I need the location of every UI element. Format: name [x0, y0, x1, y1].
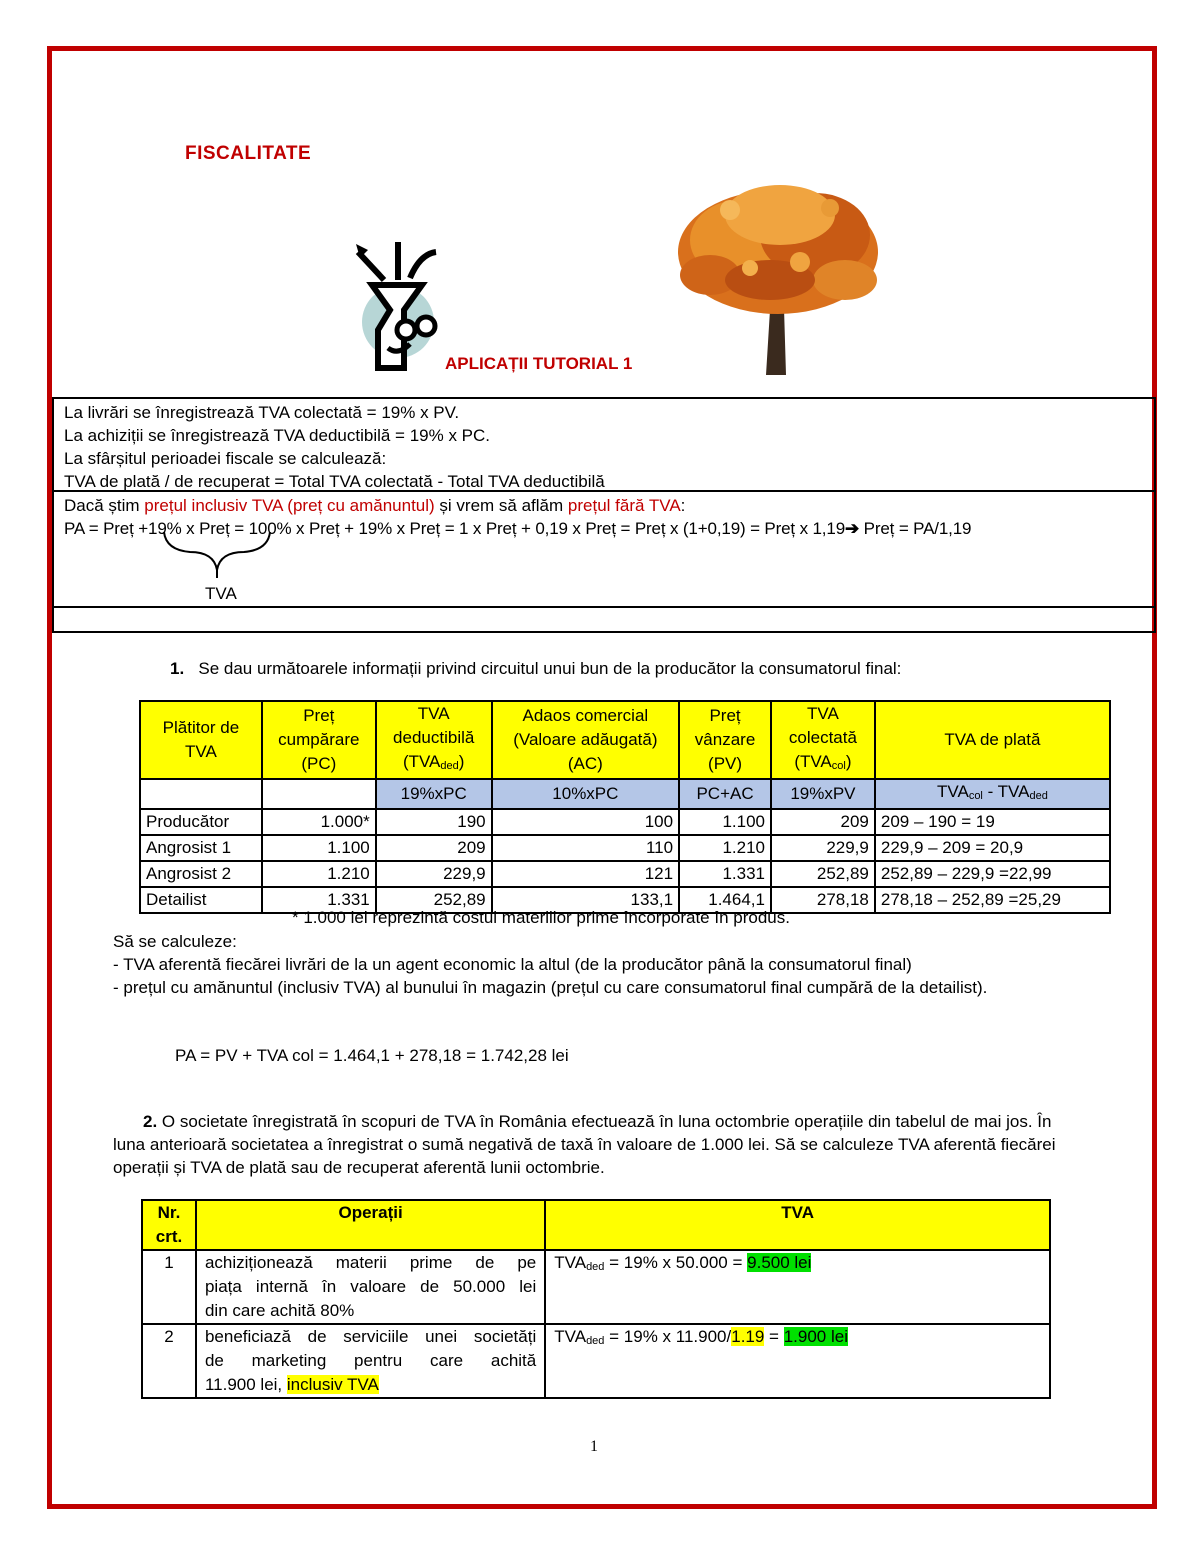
- requirements: [113, 930, 1048, 999]
- table-cell: 252,89 – 229,9 =22,99: [875, 861, 1110, 887]
- column-header: TVA de plată: [875, 701, 1110, 779]
- highlight-text: 1.19: [731, 1327, 765, 1346]
- table-cell: 209 – 190 = 19: [875, 809, 1110, 835]
- text: O societate înregistrată în scopuri de TVA în România efectuează în luna octombrie operațiile din tabelul de mai jos. În luna anterioară societatea a înregistrat o sumă negativă de taxă în valoare de 1.000 lei. Să se calculeze TVA aferentă fiecărei operații și TVA de plată sau de recuperat aferentă lunii octombrie.: [113, 1112, 1056, 1177]
- text: 11.900 lei,: [204, 1375, 287, 1394]
- vat-cell: [545, 1324, 1050, 1398]
- table-cell: 190: [376, 809, 492, 835]
- table-row: [140, 835, 1110, 861]
- autumn-tree-illustration: [670, 180, 885, 375]
- table-cell: 121: [492, 861, 679, 887]
- text: Dacă știm: [64, 496, 145, 515]
- vat-chain-table: [139, 700, 1111, 914]
- column-header: Plătitor de TVA: [140, 701, 262, 779]
- text: Preț = PA/1,19: [859, 519, 972, 538]
- rule-line: La achiziții se înregistrează TVA deductibilă = 19% x PC.: [64, 426, 491, 445]
- operation-cell: [196, 1324, 545, 1398]
- formula-cell: 19%xPC: [376, 779, 492, 809]
- text: PA = Preț +19% x Preț = 100% x Preț + 19% x Preț = 1 x Preț + 0,19 x Preț = Preț x (1+0,19) = Preț x 1,19: [64, 519, 845, 538]
- column-header: Nr. crt.: [142, 1200, 196, 1250]
- table-cell: 100: [492, 809, 679, 835]
- table-cell: Angrosist 1: [140, 835, 262, 861]
- text: TVA colectată (TVA: [788, 704, 857, 771]
- rule-line: La sfârșitul perioadei fiscale se calculează:: [64, 449, 387, 468]
- formula-row: [140, 779, 1110, 809]
- table-cell: 252,89: [376, 887, 492, 913]
- exercise-number: 2.: [143, 1112, 158, 1131]
- table-cell: 1.331: [679, 861, 771, 887]
- formula-cell: [875, 779, 1110, 809]
- table-row: [140, 809, 1110, 835]
- formula-cell: 10%xPC: [492, 779, 679, 809]
- table-cell: 252,89: [771, 861, 875, 887]
- table-footnote: * 1.000 lei reprezintă costul materiilor prime încorporate în produs.: [292, 908, 790, 927]
- text-line: piața internă în valoare de 50.000 lei: [204, 1277, 537, 1296]
- operation-cell: [196, 1250, 545, 1324]
- text: TVA: [554, 1253, 587, 1272]
- empty-box: [52, 606, 1156, 633]
- table-cell: 1.100: [262, 835, 376, 861]
- exercise-1-statement: [170, 657, 901, 680]
- table-cell: 133,1: [492, 887, 679, 913]
- operations-table: [141, 1199, 1051, 1399]
- row-number: 1: [142, 1250, 196, 1324]
- table-cell: 209: [771, 809, 875, 835]
- table-cell: [140, 779, 262, 809]
- table-cell: Producător: [140, 809, 262, 835]
- requirement-item: - prețul cu amănuntul (inclusiv TVA) al bunului în magazin (prețul cu care consumatorul final cumpără de la detailist).: [113, 978, 988, 997]
- text-line: din care achită 80%: [204, 1301, 355, 1320]
- table-cell: 110: [492, 835, 679, 861]
- result-highlight: 9.500 lei: [747, 1253, 812, 1272]
- subscript: ded: [586, 1335, 605, 1347]
- vat-cell: [545, 1250, 1050, 1324]
- column-header: Operații: [196, 1200, 545, 1250]
- result-formula: PA = PV + TVA col = 1.464,1 + 278,18 = 1.742,28 lei: [175, 1046, 569, 1065]
- highlight-text: prețul fără TVA: [567, 496, 681, 515]
- subscript: ded: [440, 760, 459, 772]
- text: TVA: [554, 1327, 587, 1346]
- table-cell: Angrosist 2: [140, 861, 262, 887]
- rule-line: La livrări se înregistrează TVA colectată = 19% x PV.: [64, 403, 460, 422]
- table-header-row: [140, 701, 1110, 779]
- column-header: Preț cumpărare (PC): [262, 701, 376, 779]
- page-subtitle: APLICAȚII TUTORIAL 1: [445, 354, 633, 373]
- table-cell: 1.210: [679, 835, 771, 861]
- table-cell: 1.000*: [262, 809, 376, 835]
- table-cell: Detailist: [140, 887, 262, 913]
- curly-brace-icon: [160, 530, 275, 580]
- row-number: 2: [142, 1324, 196, 1398]
- table-cell: 1.464,1: [679, 887, 771, 913]
- highlight-text: prețul inclusiv TVA (preț cu amănuntul): [144, 496, 435, 515]
- result-highlight: 1.900 lei: [783, 1327, 848, 1346]
- page-title: FISCALITATE: [185, 143, 312, 164]
- subscript: col: [831, 760, 846, 772]
- table-row: [142, 1324, 1050, 1398]
- formula-cell: PC+AC: [679, 779, 771, 809]
- text: Se dau următoarele informații privind circuitul unui bun de la producător la consumatorul final:: [198, 659, 902, 678]
- rule-line: TVA de plată / de recuperat = Total TVA colectată - Total TVA deductibilă: [64, 472, 605, 491]
- table-cell: 278,18 – 252,89 =25,29: [875, 887, 1110, 913]
- text: TVA deductibilă (TVA: [393, 704, 475, 771]
- table-cell: 229,9: [376, 861, 492, 887]
- requirement-title: Să se calculeze:: [113, 932, 237, 951]
- column-header: [376, 701, 492, 779]
- text-line: beneficiază de serviciile unei societăți: [204, 1327, 537, 1346]
- text: și vrem să aflăm: [434, 496, 568, 515]
- text: :: [680, 496, 686, 515]
- table-row: [140, 861, 1110, 887]
- page-number: 1: [590, 1438, 598, 1455]
- exercise-number: 1.: [170, 659, 185, 678]
- column-header: Preț vânzare (PV): [679, 701, 771, 779]
- column-header: TVA: [545, 1200, 1050, 1250]
- table-cell: 229,9: [771, 835, 875, 861]
- column-header: [771, 701, 875, 779]
- text: TVA: [937, 782, 969, 801]
- table-header-row: [142, 1200, 1050, 1250]
- text: ): [458, 752, 465, 771]
- text: - TVA: [982, 782, 1030, 801]
- table-cell: 229,9 – 209 = 20,9: [875, 835, 1110, 861]
- table-cell: [262, 779, 376, 809]
- subscript: ded: [1029, 790, 1048, 802]
- subscript: ded: [586, 1261, 605, 1273]
- column-header: Adaos comercial (Valoare adăugată) (AC): [492, 701, 679, 779]
- text: =: [764, 1327, 784, 1346]
- table-cell: 1.210: [262, 861, 376, 887]
- arrow-icon: ➔: [845, 519, 860, 538]
- table-row: [142, 1250, 1050, 1324]
- table-cell: 1.100: [679, 809, 771, 835]
- text-line: de marketing pentru care achită: [204, 1351, 537, 1370]
- text: = 19% x 11.900/: [604, 1327, 732, 1346]
- text: ): [845, 752, 852, 771]
- vat-rules-box: [52, 397, 1156, 492]
- text-line: achiziționează materii prime de pe: [204, 1253, 537, 1272]
- highlight-text: inclusiv TVA: [286, 1375, 379, 1394]
- subscript: col: [968, 790, 983, 802]
- text-line: [205, 1373, 536, 1397]
- requirement-item: - TVA aferentă fiecărei livrări de la un agent economic la altul (de la producător până la consumatorul final): [113, 955, 912, 974]
- funnel-magnifier-icon: [350, 240, 445, 375]
- table-cell: 1.331: [262, 887, 376, 913]
- table-cell: 278,18: [771, 887, 875, 913]
- exercise-2-statement: [113, 1110, 1063, 1179]
- formula-cell: 19%xPV: [771, 779, 875, 809]
- brace-label: TVA: [205, 584, 237, 603]
- text: = 19% x 50.000 =: [604, 1253, 748, 1272]
- table-cell: 209: [376, 835, 492, 861]
- formula-intro: [64, 494, 1144, 517]
